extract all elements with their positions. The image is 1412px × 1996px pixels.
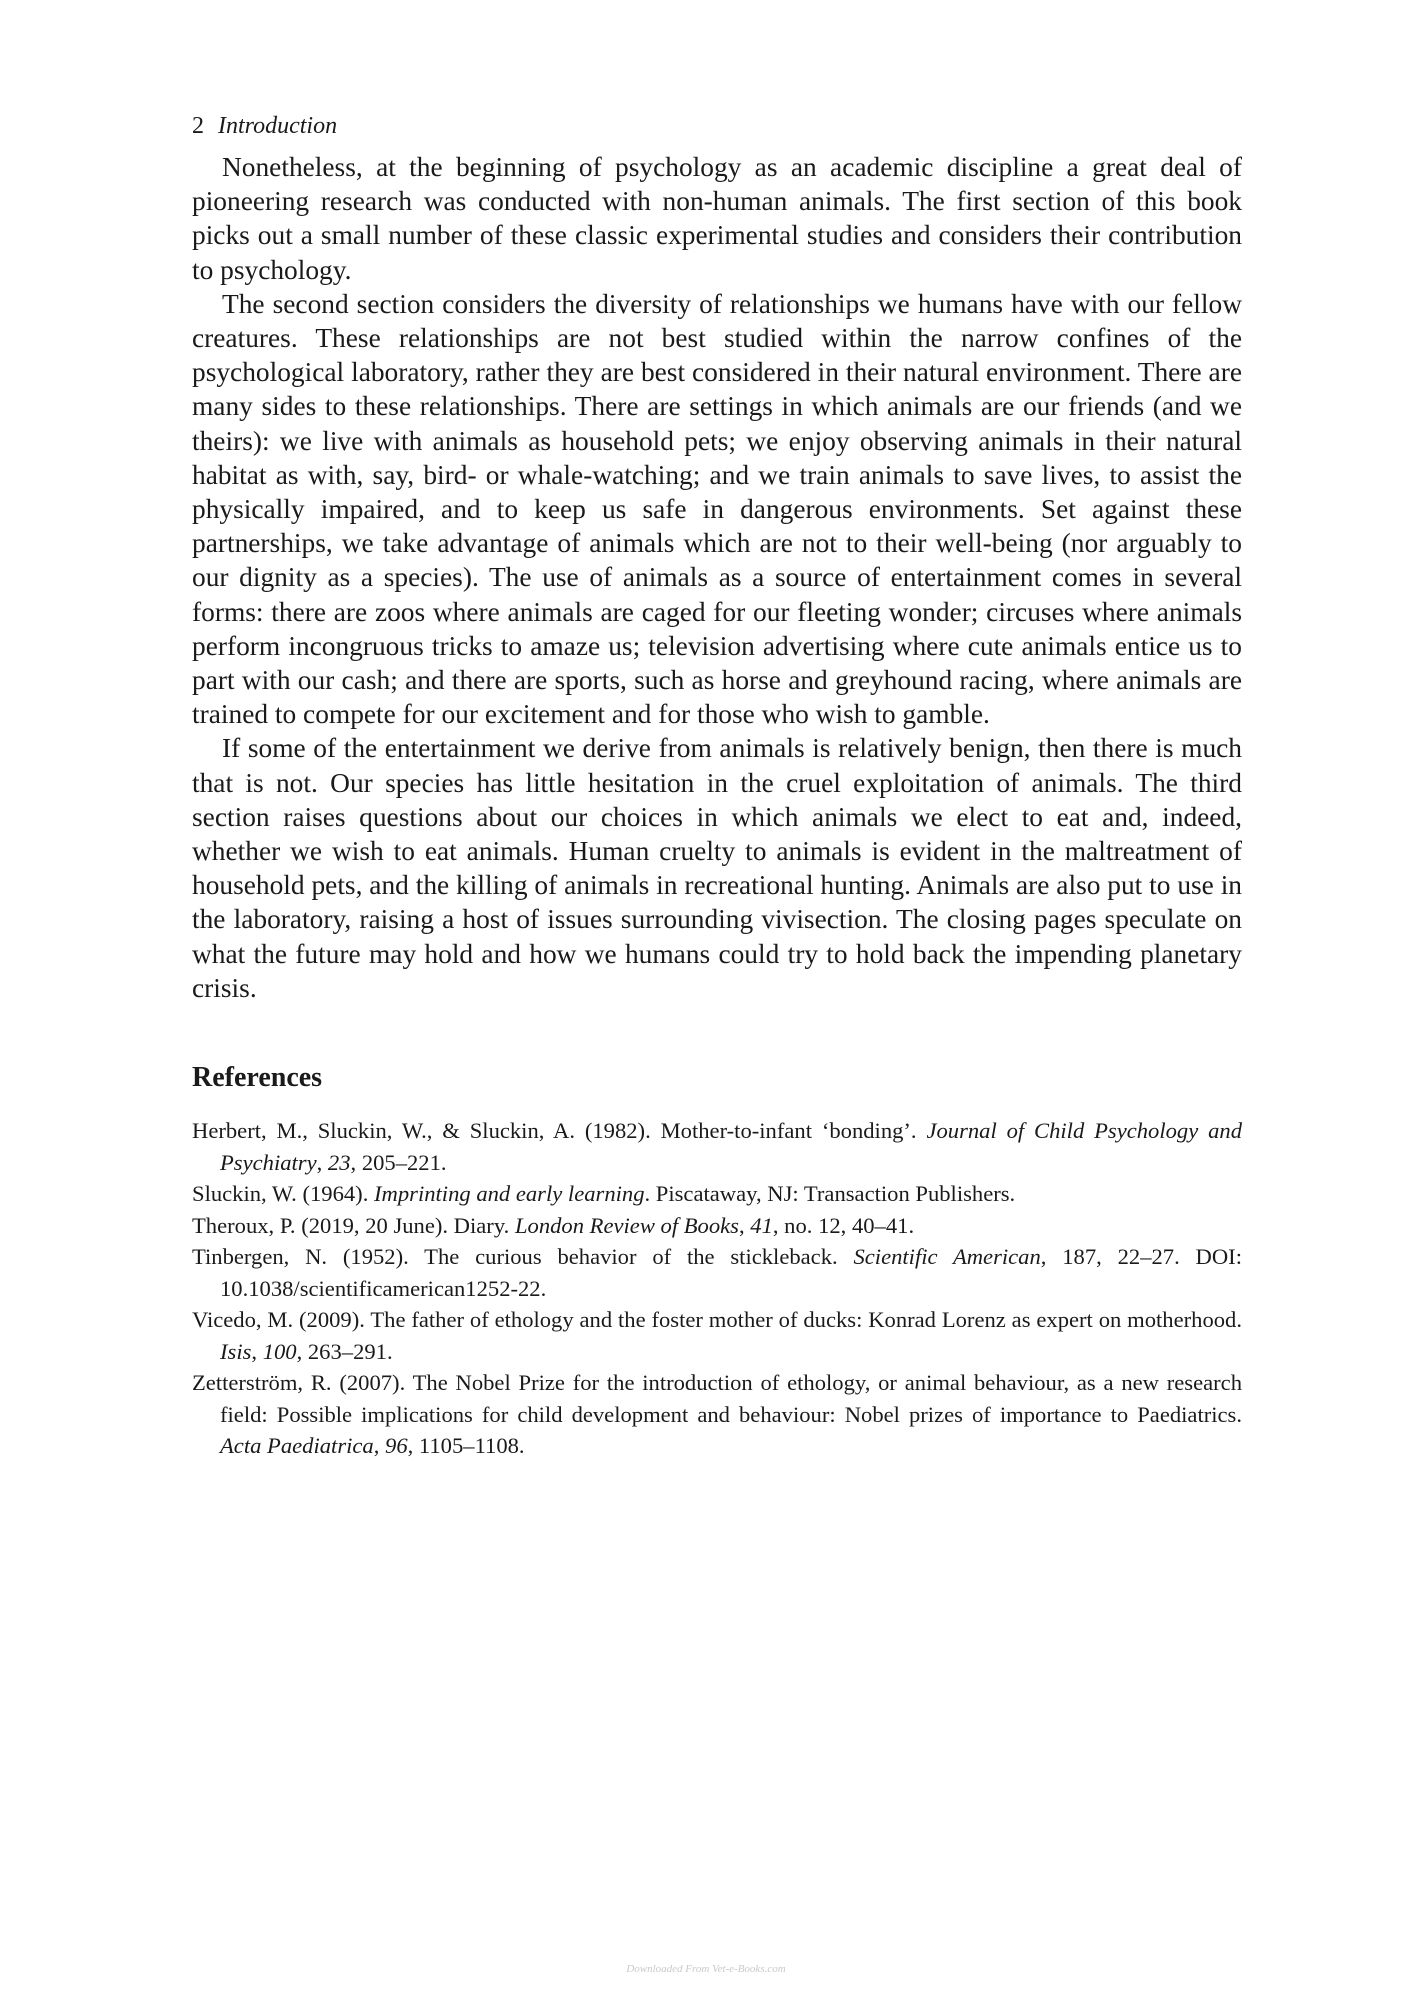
paragraph: The second section considers the diversity of relationships we humans have with our fellow creatures. These relationships are not best studied within the narrow confines of the psychological laboratory, rather they are best considered in their natural environment. There are many sides to these relationships. There are settings in which animals are our friends (and we theirs): we live with animals as household pets; we enjoy observing animals in their natural habitat as with, say, bird- or whale-watching; and we train animals to save lives, to assist the physically impaired, and to keep us safe in dangerous environments. Set against these partnerships, we take advantage of animals which are not to their well-being (nor arguably to our dignity as a species). The use of animals as a source of entertainment comes in several forms: there are zoos where animals are caged for our fleeting wonder; circuses where animals perform incongruous tricks to amaze us; television advertising where cute animals entice us to part with our cash; and there are sports, such as horse and greyhound racing, where animals are trained to compete for our excitement and for those who wish to gamble.	[192, 288, 1242, 730]
body-text	[192, 150, 1242, 1005]
reference-item	[192, 1304, 1242, 1367]
ref-text: Vicedo, M. (2009). The father of ethology and the foster mother of ducks: Konrad Lorenz as expert on motherhood.	[192, 1307, 1242, 1333]
ref-journal: London Review of Books	[514, 1212, 739, 1238]
ref-journal: Isis	[220, 1338, 252, 1364]
ref-volume: 41	[750, 1212, 773, 1238]
ref-text: ,	[373, 1433, 386, 1459]
ref-text: Herbert, M., Sluckin, W., & Sluckin, A. (1982). Mother-to-infant ‘bonding’.	[192, 1118, 927, 1144]
references-list	[192, 1115, 1242, 1462]
reference-item	[192, 1210, 1242, 1242]
ref-journal: Journal of Child Psychology and Psychiatry	[220, 1118, 1242, 1175]
ref-volume: 96	[385, 1433, 408, 1459]
ref-text: Zetterström, R. (2007). The Nobel Prize for the introduction of ethology, or animal behaviour, as a new research field: Possible implications for child development and behaviour: Nobel prizes of importance to Paediatrics.	[192, 1370, 1242, 1427]
reference-item	[192, 1367, 1242, 1462]
ref-text: , 205–221.	[350, 1149, 447, 1175]
ref-journal: Scientific American	[853, 1244, 1041, 1270]
ref-text: ,	[251, 1338, 263, 1364]
paragraph: Nonetheless, at the beginning of psychology as an academic discipline a great deal of pioneering research was conducted with non-human animals. The first section of this book picks out a small number of these classic experimental studies and considers their contribution to psychology.	[192, 152, 1242, 285]
ref-text: , 1105–1108.	[407, 1433, 525, 1459]
ref-text: . Piscataway, NJ: Transaction Publishers.	[644, 1181, 1016, 1207]
ref-volume: 100	[262, 1338, 297, 1364]
page	[192, 110, 1242, 1462]
ref-text: Tinbergen, N. (1952). The curious behavior of the stickleback.	[192, 1244, 854, 1270]
ref-text: ,	[738, 1212, 751, 1238]
running-header	[192, 110, 1242, 142]
ref-journal: Acta Paediatrica	[220, 1433, 374, 1459]
download-watermark: Downloaded From Vet-e-Books.com	[626, 1963, 786, 1975]
ref-title: Imprinting and early learning	[374, 1181, 645, 1207]
ref-text: , 187, 22–27. DOI: 10.1038/scientificamerican1252-22.	[220, 1244, 1242, 1301]
references-heading: References	[192, 1062, 323, 1094]
reference-item	[192, 1241, 1242, 1304]
page-number: 2	[192, 113, 204, 139]
ref-volume: 23	[327, 1149, 351, 1175]
paragraph: If some of the entertainment we derive from animals is relatively benign, then there is much that is not. Our species has little hesitation in the cruel exploitation of animals. The third section raises questions about our choices in which animals we elect to eat and, indeed, whether we wish to eat animals. Human cruelty to animals is evident in the maltreatment of household pets, and the killing of animals in recreational hunting. Animals are also put to use in the laboratory, raising a host of issues surrounding vivisection. The closing pages speculate on what the future may hold and how we humans could try to hold back the impending planetary crisis.	[192, 733, 1242, 1003]
chapter-title: Introduction	[218, 113, 338, 139]
ref-text: ,	[316, 1149, 328, 1175]
reference-item	[192, 1115, 1242, 1178]
ref-text: Sluckin, W. (1964).	[192, 1181, 375, 1207]
reference-item	[192, 1178, 1242, 1210]
ref-text: , no. 12, 40–41.	[772, 1212, 915, 1238]
ref-text: Theroux, P. (2019, 20 June). Diary.	[192, 1212, 515, 1238]
ref-text: , 263–291.	[296, 1338, 393, 1364]
